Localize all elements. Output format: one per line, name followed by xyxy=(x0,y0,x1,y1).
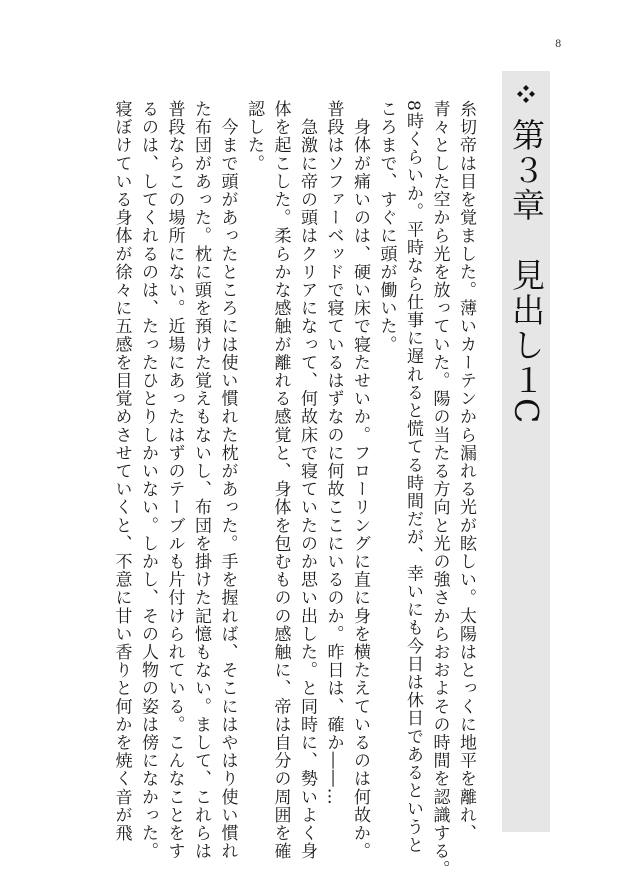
page-number: 8 xyxy=(555,39,562,50)
chapter-title: 第３章 見出し１C xyxy=(507,118,546,426)
body-line: 身体が痛いのは、硬い床で寝たせいか。フローリングに直に身を横たえているのは何故か。 xyxy=(350,100,370,861)
body-line: 糸切帝は目を覚ました。薄いカーテンから漏れる光が眩しい。太陽はとっくに地平を離れ、 xyxy=(456,100,476,843)
body-line: 普段ならこの場所にない。近場にあったはずのテーブルも片付けられている。こんなことをす xyxy=(164,100,185,861)
body-line: 認した。 xyxy=(244,100,264,173)
body-line: 今まで頭があったところには使い慣れた枕があった。手を握れば、そこにはやはり使い慣れ xyxy=(217,100,238,861)
body-line: 急激に帝の頭はクリアになって、何故床で寝ていたのか思い出した。と同時に、勢いよく身 xyxy=(297,100,317,861)
body-line: 普段はソファーベッドで寝ているはずなのに何故ここにいるのか。昨日は、確か――… xyxy=(323,100,344,806)
body-line: 寝ぼけている身体が徐々に五感を目覚めさせていくと、不意に甘い香りと何かを焼く音が飛 xyxy=(111,100,132,843)
body-line: 体を起こした。柔らかな感触が離れる感覚と、身体を包むものの感触に、帝は自分の周囲を確 xyxy=(270,100,291,861)
body-line: た布団があった。枕に頭を預けた覚えもないし、布団を掛けた記憶もない。まして、これらは xyxy=(191,100,211,861)
body-line: 8時くらいか。平時なら仕事に遅れると慌てる時間だが、幸いにも今日は休日であるというと xyxy=(403,100,423,855)
body-line: ころまで、すぐに頭が働いた。 xyxy=(376,100,397,354)
body-line: 青々とした空から光を放っていた。陽の当たる方向と光の強さからおおよその時間を認識する。 xyxy=(429,100,450,878)
body-text xyxy=(108,100,479,878)
body-line: るのは、してくれるのは、たったひとりしかいない。しかし、その人物の姿は傍になかった。 xyxy=(138,100,158,861)
four-diamond-ornament-icon xyxy=(516,84,536,104)
